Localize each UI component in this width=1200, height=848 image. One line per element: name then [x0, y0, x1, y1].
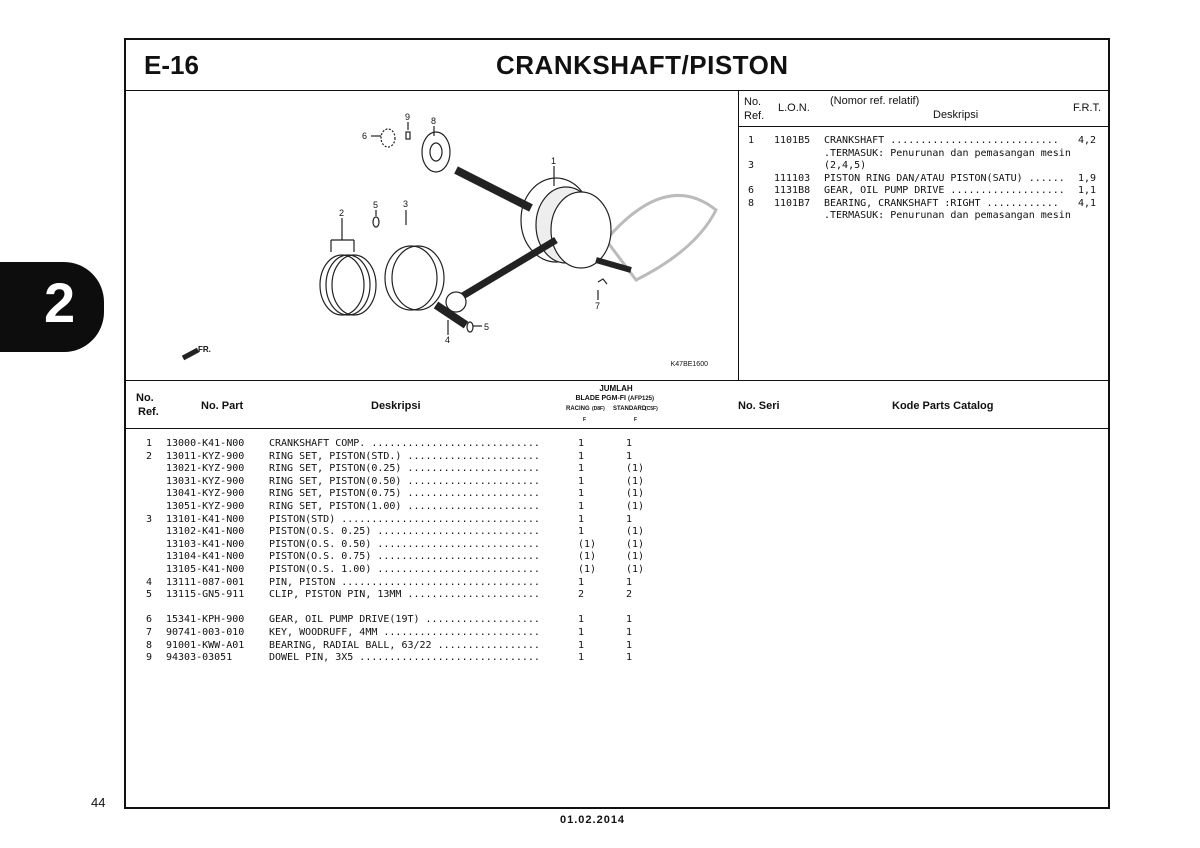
part-desc: RING SET, PISTON(0.75) ...................... [269, 488, 540, 500]
ref-desc: BEARING, CRANKSHAFT :RIGHT ............ [824, 197, 1059, 209]
part-desc: RING SET, PISTON(0.25) ...................... [269, 463, 540, 475]
ref-desc: (2,4,5) [824, 160, 867, 171]
parts-header-part: No. Part [201, 400, 244, 412]
callout-5a: 5 [373, 200, 379, 210]
qty-racing: 1 [578, 626, 585, 638]
part-number: 13000-K41-N00 [166, 438, 245, 449]
qty-racing: (1) [578, 551, 597, 563]
qty-standard: 1 [626, 639, 633, 651]
part-desc: BEARING, RADIAL BALL, 63/22 ................. [269, 639, 540, 651]
qty-racing: (1) [578, 538, 597, 550]
parts-header-desc: Deskripsi [371, 400, 421, 412]
part-number: 13041-KYZ-900 [166, 488, 245, 500]
ref-lon: 111103 [774, 172, 811, 184]
qty-racing: 1 [578, 463, 585, 475]
ref-lon: 1101B7 [774, 197, 811, 209]
parts-header-catalog: Kode Parts Catalog [892, 400, 994, 412]
qty-standard: (1) [626, 538, 645, 550]
figure-code: K47BE1600 [670, 361, 708, 368]
qty-standard: 1 [626, 614, 633, 626]
parts-header-racing: RACING [566, 406, 590, 412]
parts-header-racing-code: (D8F) [592, 406, 605, 412]
ref-header-lon: L.O.N. [778, 102, 810, 114]
part-desc: PISTON(STD) ................................. [269, 513, 540, 525]
qty-racing: 1 [578, 438, 585, 449]
ref-frt: 1,1 [1078, 185, 1097, 196]
qty-standard: 1 [626, 438, 633, 449]
part-desc: DOWEL PIN, 3X5 .............................. [269, 652, 540, 664]
ref-header-relatif: (Nomor ref. relatif) [830, 95, 920, 107]
ref-desc: CRANKSHAFT ............................ [824, 135, 1059, 146]
callout-7: 7 [595, 301, 601, 311]
part-desc: PISTON(O.S. 0.75) ........................... [269, 551, 540, 563]
part-ref: 2 [146, 450, 153, 462]
qty-racing: 1 [578, 500, 585, 512]
part-desc: KEY, WOODRUFF, 4MM .......................... [269, 626, 540, 638]
page-title: CRANKSHAFT/PISTON [496, 50, 789, 80]
qty-standard: 1 [626, 652, 633, 664]
qty-standard: 1 [626, 450, 633, 462]
ref-header-frt: F.R.T. [1073, 102, 1102, 114]
ref-lon: 1131B8 [774, 185, 811, 196]
part-number: 94303-03051 [166, 652, 233, 664]
callout-6: 6 [362, 131, 368, 141]
callout-9: 9 [405, 112, 411, 122]
ref-desc: .TERMASUK: Penurunan dan pemasangan mesin [824, 147, 1071, 159]
qty-racing: 1 [578, 639, 585, 651]
parts-header-model-code: (AFP125) [628, 396, 655, 402]
section-code: E-16 [144, 50, 199, 80]
qty-standard: 1 [626, 626, 633, 638]
part-desc: RING SET, PISTON(1.00) ...................... [269, 500, 540, 512]
callout-1: 1 [551, 156, 557, 166]
qty-standard: (1) [626, 463, 645, 475]
ref-no: 3 [748, 160, 755, 171]
ref-frt: 4,2 [1078, 135, 1097, 146]
parts-header-ref: Ref. [138, 406, 159, 418]
part-number: 13021-KYZ-900 [166, 463, 245, 475]
reference-table [738, 90, 1110, 380]
part-desc: PIN, PISTON ................................. [269, 576, 540, 588]
qty-standard: 2 [626, 589, 633, 601]
ref-frt: 4,1 [1078, 197, 1097, 209]
callout-4: 4 [445, 335, 451, 345]
part-desc: PISTON(O.S. 1.00) ........................... [269, 563, 540, 575]
page-header [126, 40, 1108, 91]
ref-lon: 1101B5 [774, 135, 811, 146]
ref-header-desc: Deskripsi [933, 109, 979, 121]
ref-desc: PISTON RING DAN/ATAU PISTON(SATU) ...... [824, 172, 1065, 184]
part-number: 13031-KYZ-900 [166, 475, 245, 487]
part-number: 13105-K41-N00 [166, 563, 245, 575]
qty-standard: (1) [626, 500, 645, 512]
qty-standard: (1) [626, 551, 645, 563]
footer-date: 01.02.2014 [560, 814, 626, 826]
part-number: 13051-KYZ-900 [166, 500, 245, 512]
qty-racing: 1 [578, 652, 585, 664]
section-tab-number: 2 [44, 271, 76, 334]
parts-header-serial: No. Seri [738, 400, 780, 412]
part-number: 13101-K41-N00 [166, 513, 245, 525]
part-ref: 3 [146, 513, 153, 525]
part-desc: RING SET, PISTON(STD.) ...................... [269, 450, 540, 462]
part-ref: 7 [146, 626, 153, 638]
part-ref: 5 [146, 589, 153, 601]
ref-no: 8 [748, 197, 755, 209]
parts-header-f1: F [583, 417, 587, 423]
qty-racing: 1 [578, 614, 585, 626]
qty-standard: (1) [626, 526, 645, 538]
page-number: 44 [91, 795, 106, 810]
qty-racing: 1 [578, 576, 585, 588]
part-desc: PISTON(O.S. 0.50) ........................... [269, 538, 540, 550]
ref-no: 6 [748, 185, 755, 196]
qty-standard: (1) [626, 488, 645, 500]
part-desc: PISTON(O.S. 0.25) ........................... [269, 526, 540, 538]
fr-label: FR. [198, 345, 211, 354]
callout-3: 3 [403, 199, 409, 209]
parts-header-f2: F [634, 417, 638, 423]
part-number: 13115-GN5-911 [166, 589, 245, 601]
part-number: 13103-K41-N00 [166, 538, 245, 550]
ref-no: 1 [748, 135, 755, 146]
callout-2: 2 [339, 208, 345, 218]
part-desc: CLIP, PISTON PIN, 13MM ...................... [269, 589, 540, 601]
part-ref: 8 [146, 639, 153, 651]
catalog-page-frame [124, 38, 1110, 809]
part-number: 90741-003-010 [166, 626, 245, 638]
qty-racing: (1) [578, 563, 597, 575]
parts-header-jumlah: JUMLAH [599, 384, 633, 393]
part-number: 15341-KPH-900 [166, 614, 245, 626]
callout-5b: 5 [484, 322, 490, 332]
qty-racing: 1 [578, 513, 585, 525]
part-number: 13111-087-001 [166, 576, 245, 588]
parts-header-standard: STANDARD [613, 406, 647, 412]
exploded-diagram [126, 90, 739, 380]
ref-header-ref: Ref. [744, 110, 765, 122]
ref-desc: .TERMASUK: Penurunan dan pemasangan mesin [824, 210, 1071, 221]
part-desc: CRANKSHAFT COMP. ............................ [269, 438, 540, 449]
parts-header-standard-code: (C5F) [645, 406, 658, 412]
ref-frt: 1,9 [1078, 172, 1097, 184]
qty-standard: 1 [626, 576, 633, 588]
exploded-diagram-drawing [126, 90, 736, 378]
part-ref: 6 [146, 614, 153, 626]
part-number: 13102-K41-N00 [166, 526, 245, 538]
qty-racing: 2 [578, 589, 585, 601]
part-ref: 1 [146, 438, 153, 449]
parts-header-no: No. [136, 392, 154, 404]
qty-standard: 1 [626, 513, 633, 525]
ref-desc: GEAR, OIL PUMP DRIVE ................... [824, 185, 1065, 196]
parts-header-model: BLADE PGM-FI [575, 395, 626, 402]
part-number: 91001-KWW-A01 [166, 639, 245, 651]
part-ref: 4 [146, 576, 153, 588]
callout-8: 8 [431, 116, 437, 126]
part-number: 13011-KYZ-900 [166, 450, 245, 462]
part-number: 13104-K41-N00 [166, 551, 245, 563]
section-tab [0, 262, 104, 352]
qty-racing: 1 [578, 526, 585, 538]
qty-standard: (1) [626, 563, 645, 575]
part-desc: GEAR, OIL PUMP DRIVE(19T) ................... [269, 614, 540, 626]
qty-racing: 1 [578, 450, 585, 462]
qty-racing: 1 [578, 475, 585, 487]
qty-racing: 1 [578, 488, 585, 500]
qty-standard: (1) [626, 475, 645, 487]
part-desc: RING SET, PISTON(0.50) ...................... [269, 475, 540, 487]
ref-header-no: No. [744, 96, 762, 108]
part-ref: 9 [146, 652, 153, 664]
